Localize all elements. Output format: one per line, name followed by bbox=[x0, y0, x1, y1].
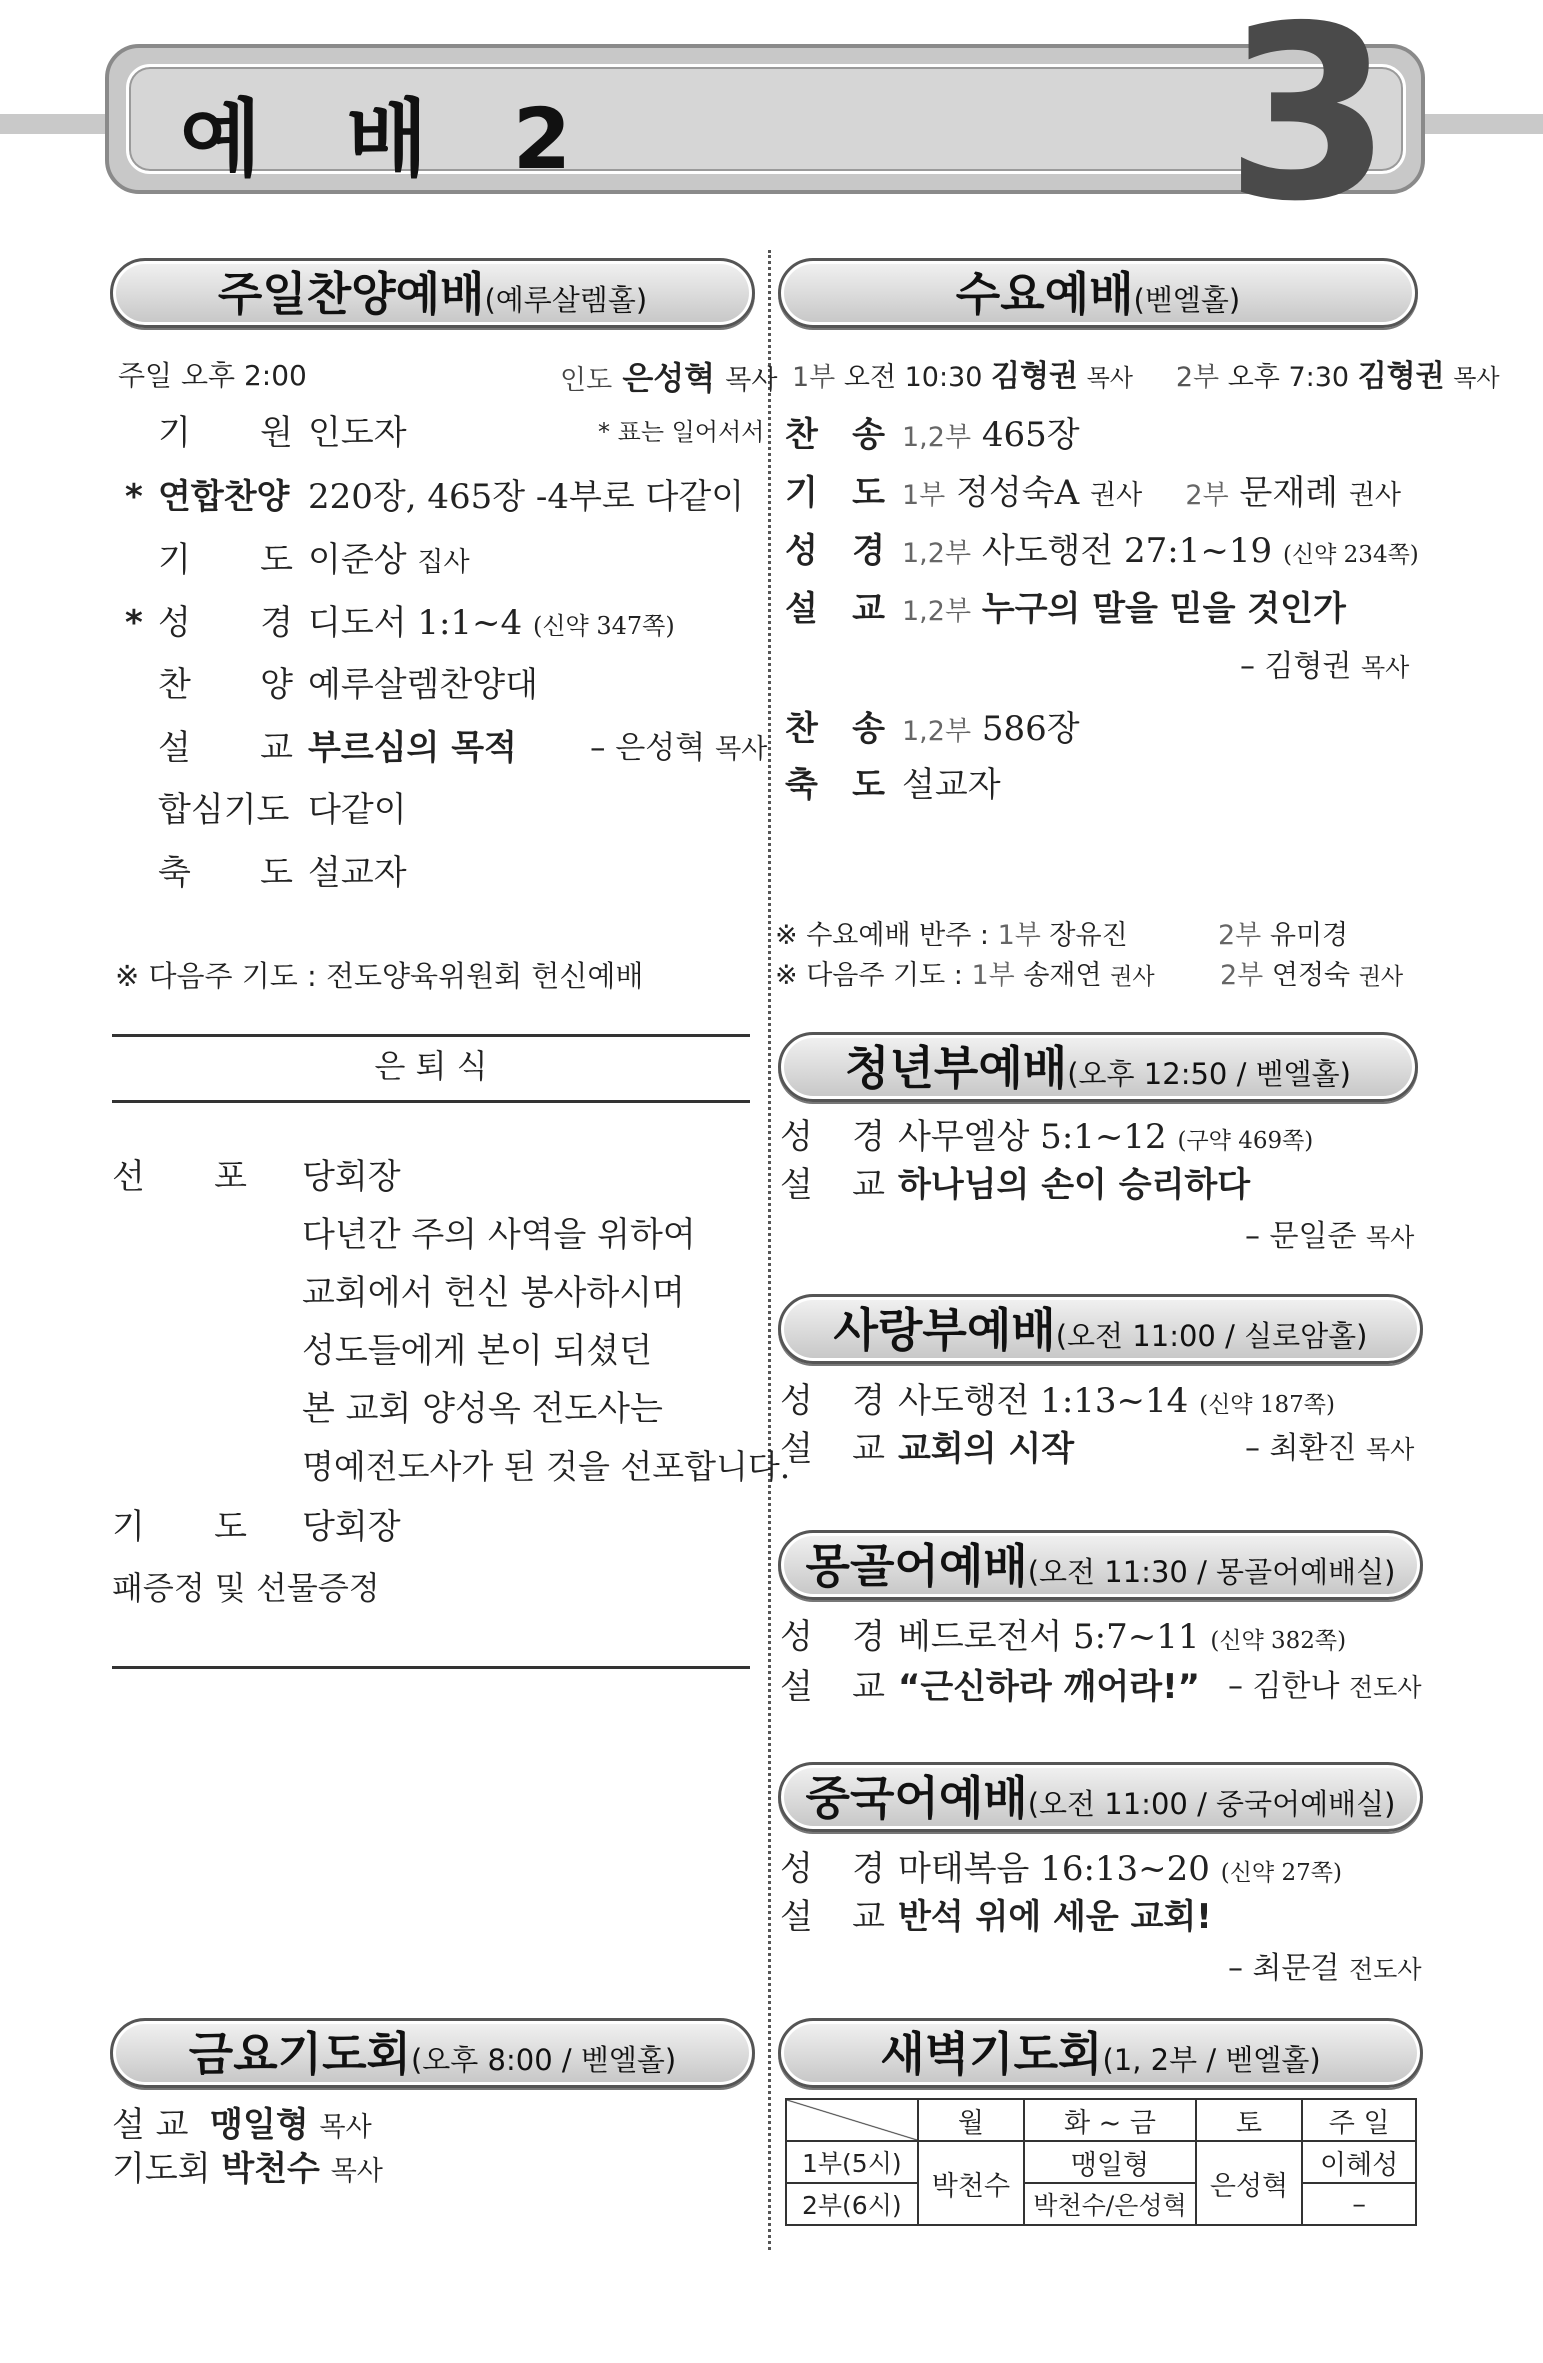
wed-prayer-label: 기 도 bbox=[785, 473, 885, 513]
speaker-name: – 최문걸 bbox=[1228, 1951, 1340, 1986]
sunday-row-label: 성 경 bbox=[158, 603, 293, 643]
page-title: 예 배 2 bbox=[180, 90, 600, 188]
wed-next-prayer-note-2 bbox=[1220, 962, 1403, 989]
scripture: 사도행전 27:1~19 bbox=[981, 531, 1273, 571]
wed-speaker bbox=[1240, 649, 1410, 684]
friday-sermon-role: 목사 bbox=[319, 2112, 372, 2143]
sermon-title: 누구의 말을 믿을 것인가 bbox=[981, 589, 1346, 629]
wed-hymn1-label: 찬 송 bbox=[785, 415, 885, 455]
retirement-prayer-value: 당회장 bbox=[302, 1507, 401, 1547]
sunday-row-label: 찬 양 bbox=[158, 665, 293, 705]
part1-label: 1부 bbox=[792, 362, 836, 393]
prayer-name: 정성숙A bbox=[956, 473, 1080, 513]
youth-sermon-label: 설 교 bbox=[780, 1165, 885, 1205]
wed-sermon bbox=[902, 589, 1346, 629]
love-sermon-label: 설 교 bbox=[780, 1429, 885, 1469]
sunday-row-value: 다같이 bbox=[308, 790, 407, 830]
friday-prayer-label: 기도회 bbox=[112, 2149, 211, 2189]
wednesday-title: 수요예배 bbox=[955, 267, 1134, 321]
sunday-section-title bbox=[110, 258, 755, 328]
page-number: 3 bbox=[1225, 0, 1392, 254]
note-name: 연정숙 bbox=[1271, 960, 1351, 991]
chinese-place: (오전 11:00 / 중국어예배실) bbox=[1027, 1787, 1396, 1821]
proclaim-line: 다년간 주의 사역을 위하여 bbox=[302, 1215, 696, 1255]
scripture-ref: (신약 382쪽) bbox=[1210, 1628, 1347, 1654]
table-header-row bbox=[786, 2099, 1416, 2141]
stand-note: * 표는 일어서서 bbox=[598, 418, 765, 446]
dawn-schedule-table bbox=[785, 2098, 1417, 2226]
love-scripture bbox=[898, 1381, 1335, 1421]
speaker-role: 전도사 bbox=[1349, 1955, 1422, 1984]
sunday-row-value bbox=[308, 603, 675, 643]
retirement-end-rule bbox=[112, 1666, 750, 1669]
sunday-row-value: 예루살렘찬양대 bbox=[308, 665, 538, 705]
scripture: 사도행전 1:13~14 bbox=[898, 1381, 1189, 1421]
mongolian-section-title bbox=[778, 1530, 1423, 1600]
leader-name: 은성혁 bbox=[622, 359, 716, 397]
table-header-cell: 주 일 bbox=[1302, 2099, 1416, 2141]
mongolian-speaker bbox=[1228, 1669, 1422, 1704]
sunday-row-value: 220장, 465장 -4부로 다같이 bbox=[308, 477, 745, 517]
speaker-name: – 김한나 bbox=[1228, 1669, 1340, 1704]
speaker-role: 목사 bbox=[1366, 1435, 1415, 1464]
chinese-section-title bbox=[778, 1762, 1423, 1832]
proclaim-line: 명예전도사가 된 것을 선포합니다. bbox=[302, 1447, 791, 1486]
table-header-cell: 화 ~ 금 bbox=[1024, 2099, 1195, 2141]
youth-scripture bbox=[898, 1117, 1314, 1157]
parts: 1,2부 bbox=[902, 596, 972, 627]
part1-time: 오전 10:30 bbox=[843, 362, 983, 393]
sunday-place: (예루살렘홀) bbox=[484, 283, 648, 317]
part1-name: 김형권 bbox=[991, 359, 1078, 394]
retirement-top-rule bbox=[112, 1034, 750, 1037]
stand-mark: * bbox=[125, 603, 143, 643]
friday-title: 금요기도회 bbox=[188, 2027, 411, 2081]
table-cell: 박천수/은성혁 bbox=[1024, 2183, 1195, 2225]
table-header-cell: 토 bbox=[1196, 2099, 1303, 2141]
scripture: 사무엘상 5:1~12 bbox=[898, 1117, 1167, 1157]
scripture-ref: (신약 27쪽) bbox=[1220, 1860, 1342, 1886]
table-cell: 맹일형 bbox=[1024, 2141, 1195, 2183]
speaker-role: 목사 bbox=[1361, 653, 1410, 682]
parts: 1,2부 bbox=[902, 716, 972, 747]
table-corner-cell bbox=[786, 2099, 918, 2141]
speaker-name: – 문일준 bbox=[1245, 1219, 1357, 1254]
scripture-ref: (신약 347쪽) bbox=[533, 612, 675, 640]
youth-section-title bbox=[778, 1032, 1418, 1102]
table-cell: – bbox=[1302, 2183, 1416, 2225]
sunday-row-label: 합심기도 bbox=[158, 790, 290, 830]
proclaim-line: 당회장 bbox=[302, 1157, 401, 1197]
retirement-title: 은 퇴 식 bbox=[374, 1047, 488, 1085]
friday-sermon bbox=[112, 2105, 372, 2145]
table-cell: 박천수 bbox=[918, 2141, 1025, 2225]
wed-prayer bbox=[902, 473, 1401, 513]
table-row-label: 2부(6시) bbox=[786, 2183, 918, 2225]
wed-hymn1 bbox=[902, 415, 1080, 455]
note-name: 장유진 bbox=[1049, 920, 1128, 951]
sermon-speaker bbox=[590, 730, 768, 766]
part1-role: 목사 bbox=[1086, 364, 1133, 392]
table-row bbox=[786, 2141, 1416, 2183]
love-speaker bbox=[1245, 1431, 1415, 1466]
friday-sermon-name: 맹일형 bbox=[210, 2105, 309, 2145]
speaker-name: – 최환진 bbox=[1245, 1431, 1357, 1466]
love-place: (오전 11:00 / 실로암홀) bbox=[1055, 1319, 1368, 1353]
note-name: 송재연 bbox=[1023, 960, 1102, 991]
retirement-prayer-label: 기 도 bbox=[112, 1507, 247, 1547]
part2-time: 오후 7:30 bbox=[1227, 362, 1350, 393]
friday-prayer-role: 목사 bbox=[330, 2156, 383, 2187]
wed-accompanist-note bbox=[775, 922, 1128, 949]
youth-scripture-label: 성 경 bbox=[780, 1117, 885, 1157]
sunday-title: 주일찬양예배 bbox=[217, 267, 485, 321]
table-header-cell: 월 bbox=[918, 2099, 1025, 2141]
friday-sermon-label: 설 교 bbox=[112, 2105, 189, 2145]
mongolian-place: (오전 11:30 / 몽골어예배실) bbox=[1027, 1555, 1396, 1589]
wed-accompanist-note-2 bbox=[1218, 922, 1348, 949]
chinese-title: 중국어예배 bbox=[805, 1771, 1028, 1825]
scripture: 베드로전서 5:7~11 bbox=[898, 1617, 1200, 1657]
sunday-row-label: 연합찬양 bbox=[158, 477, 290, 517]
note-role: 권사 bbox=[1358, 964, 1404, 990]
wed-bless-label: 축 도 bbox=[785, 765, 885, 805]
part2-name: 김형권 bbox=[1357, 359, 1445, 394]
wednesday-times bbox=[792, 359, 1500, 394]
parts: 1,2부 bbox=[902, 538, 972, 569]
mongolian-title: 몽골어예배 bbox=[805, 1539, 1028, 1593]
sunday-row-label: 기 원 bbox=[158, 413, 293, 453]
mongolian-scripture bbox=[898, 1617, 1347, 1657]
wed-next-prayer-note bbox=[775, 962, 1155, 989]
column-divider bbox=[768, 250, 771, 2250]
note-name: 유미경 bbox=[1269, 920, 1349, 951]
friday-prayer-name: 박천수 bbox=[221, 2149, 320, 2189]
parts: 1부 bbox=[971, 960, 1015, 991]
chinese-sermon-title: 반석 위에 세운 교회! bbox=[898, 1897, 1212, 1937]
speaker-role: 목사 bbox=[1366, 1223, 1415, 1252]
note-role: 권사 bbox=[1110, 964, 1155, 990]
chinese-speaker bbox=[1228, 1951, 1422, 1986]
scripture-ref: (구약 469쪽) bbox=[1177, 1128, 1314, 1154]
prayer-role: 권사 bbox=[1348, 480, 1401, 511]
proclaim-label: 선 포 bbox=[112, 1157, 247, 1197]
dawn-place: (1, 2부 / 벧엘홀) bbox=[1102, 2043, 1321, 2077]
friday-place: (오후 8:00 / 벧엘홀) bbox=[410, 2043, 677, 2077]
sunday-time: 주일 오후 2:00 bbox=[118, 359, 307, 392]
parts: 1,2부 bbox=[902, 422, 972, 453]
love-title: 사랑부예배 bbox=[833, 1303, 1056, 1357]
sunday-next-week-note: ※ 다음주 기도 : 전도양육위원회 헌신예배 bbox=[115, 959, 644, 993]
part2-role: 목사 bbox=[1453, 364, 1500, 392]
scripture-ref: (신약 234쪽) bbox=[1282, 542, 1419, 568]
sunday-row-label: 기 도 bbox=[158, 540, 293, 580]
sunday-leader bbox=[560, 359, 778, 397]
speaker-role: 목사 bbox=[715, 734, 768, 765]
parts: 2부 bbox=[1185, 480, 1229, 511]
sunday-row-label: 축 도 bbox=[158, 853, 293, 893]
scripture: 마태복음 16:13~20 bbox=[898, 1849, 1210, 1889]
proclaim-line: 교회에서 헌신 봉사하시며 bbox=[302, 1273, 685, 1313]
part2-label: 2부 bbox=[1175, 362, 1220, 393]
friday-section-title bbox=[110, 2018, 755, 2088]
sunday-row-value: 인도자 bbox=[308, 413, 407, 453]
table-cell: 은성혁 bbox=[1196, 2141, 1303, 2225]
chinese-scripture bbox=[898, 1849, 1342, 1889]
parts: 2부 bbox=[1218, 920, 1262, 951]
speaker-role: 전도사 bbox=[1349, 1673, 1422, 1702]
youth-sermon-title: 하나님의 손이 승리하다 bbox=[898, 1165, 1251, 1205]
wed-hymn2 bbox=[902, 709, 1080, 749]
dawn-title: 새벽기도회 bbox=[880, 2027, 1103, 2081]
wed-hymn2-label: 찬 송 bbox=[785, 709, 885, 749]
note-label: ※ 다음주 기도 : bbox=[775, 960, 963, 991]
love-sermon-title: 교회의 시작 bbox=[898, 1429, 1075, 1469]
proclaim-line: 성도들에게 본이 되셨던 bbox=[302, 1331, 653, 1371]
table-cell: 이혜성 bbox=[1302, 2141, 1416, 2183]
wed-scripture-label: 성 경 bbox=[785, 531, 885, 571]
award-text: 패증정 및 선물증정 bbox=[112, 1569, 380, 1607]
wed-bless: 설교자 bbox=[902, 765, 1001, 805]
chinese-scripture-label: 성 경 bbox=[780, 1849, 885, 1889]
prayer-name: 이준상 bbox=[308, 540, 407, 580]
dawn-section-title bbox=[778, 2018, 1423, 2088]
wed-scripture bbox=[902, 531, 1419, 571]
youth-speaker bbox=[1245, 1219, 1415, 1254]
mongolian-sermon-label: 설 교 bbox=[780, 1667, 885, 1707]
proclaim-line: 본 교회 양성옥 전도사는 bbox=[302, 1389, 663, 1429]
hymn-number: 586장 bbox=[981, 709, 1080, 749]
sunday-row-label: 설 교 bbox=[158, 728, 293, 768]
table-row bbox=[786, 2183, 1416, 2225]
chinese-sermon-label: 설 교 bbox=[780, 1897, 885, 1937]
sermon-title: 부르심의 목적 bbox=[308, 728, 517, 768]
stand-mark: * bbox=[125, 477, 143, 517]
mongolian-sermon-title: “근신하라 깨어라!” bbox=[898, 1667, 1200, 1707]
prayer-role: 집사 bbox=[417, 547, 470, 578]
leader-role: 목사 bbox=[725, 365, 778, 396]
note-label: ※ 수요예배 반주 : bbox=[775, 920, 989, 951]
parts: 2부 bbox=[1220, 960, 1264, 991]
love-scripture-label: 성 경 bbox=[780, 1381, 885, 1421]
parts: 1부 bbox=[997, 920, 1041, 951]
mongolian-scripture-label: 성 경 bbox=[780, 1617, 885, 1657]
youth-place: (오후 12:50 / 벧엘홀) bbox=[1067, 1057, 1351, 1091]
prayer-name: 문재례 bbox=[1239, 473, 1339, 513]
retirement-bottom-rule bbox=[112, 1100, 750, 1103]
speaker-name: – 김형권 bbox=[1240, 649, 1352, 684]
scripture: 디도서 1:1~4 bbox=[308, 603, 523, 643]
prayer-role: 권사 bbox=[1089, 480, 1143, 511]
friday-prayer bbox=[112, 2149, 383, 2189]
love-section-title bbox=[778, 1294, 1423, 1364]
sunday-row-value: 설교자 bbox=[308, 853, 407, 893]
wednesday-section-title bbox=[778, 258, 1418, 328]
scripture-ref: (신약 187쪽) bbox=[1199, 1392, 1335, 1418]
table-row-label: 1부(5시) bbox=[786, 2141, 918, 2183]
sunday-row-value bbox=[308, 540, 470, 580]
wednesday-place: (벧엘홀) bbox=[1133, 283, 1241, 317]
speaker-name: – 은성혁 bbox=[590, 730, 706, 766]
wed-sermon-label: 설 교 bbox=[785, 589, 885, 629]
leader-label: 인도 bbox=[560, 365, 613, 396]
youth-title: 청년부예배 bbox=[845, 1041, 1068, 1095]
hymn-number: 465장 bbox=[981, 415, 1080, 455]
parts: 1부 bbox=[902, 480, 946, 511]
